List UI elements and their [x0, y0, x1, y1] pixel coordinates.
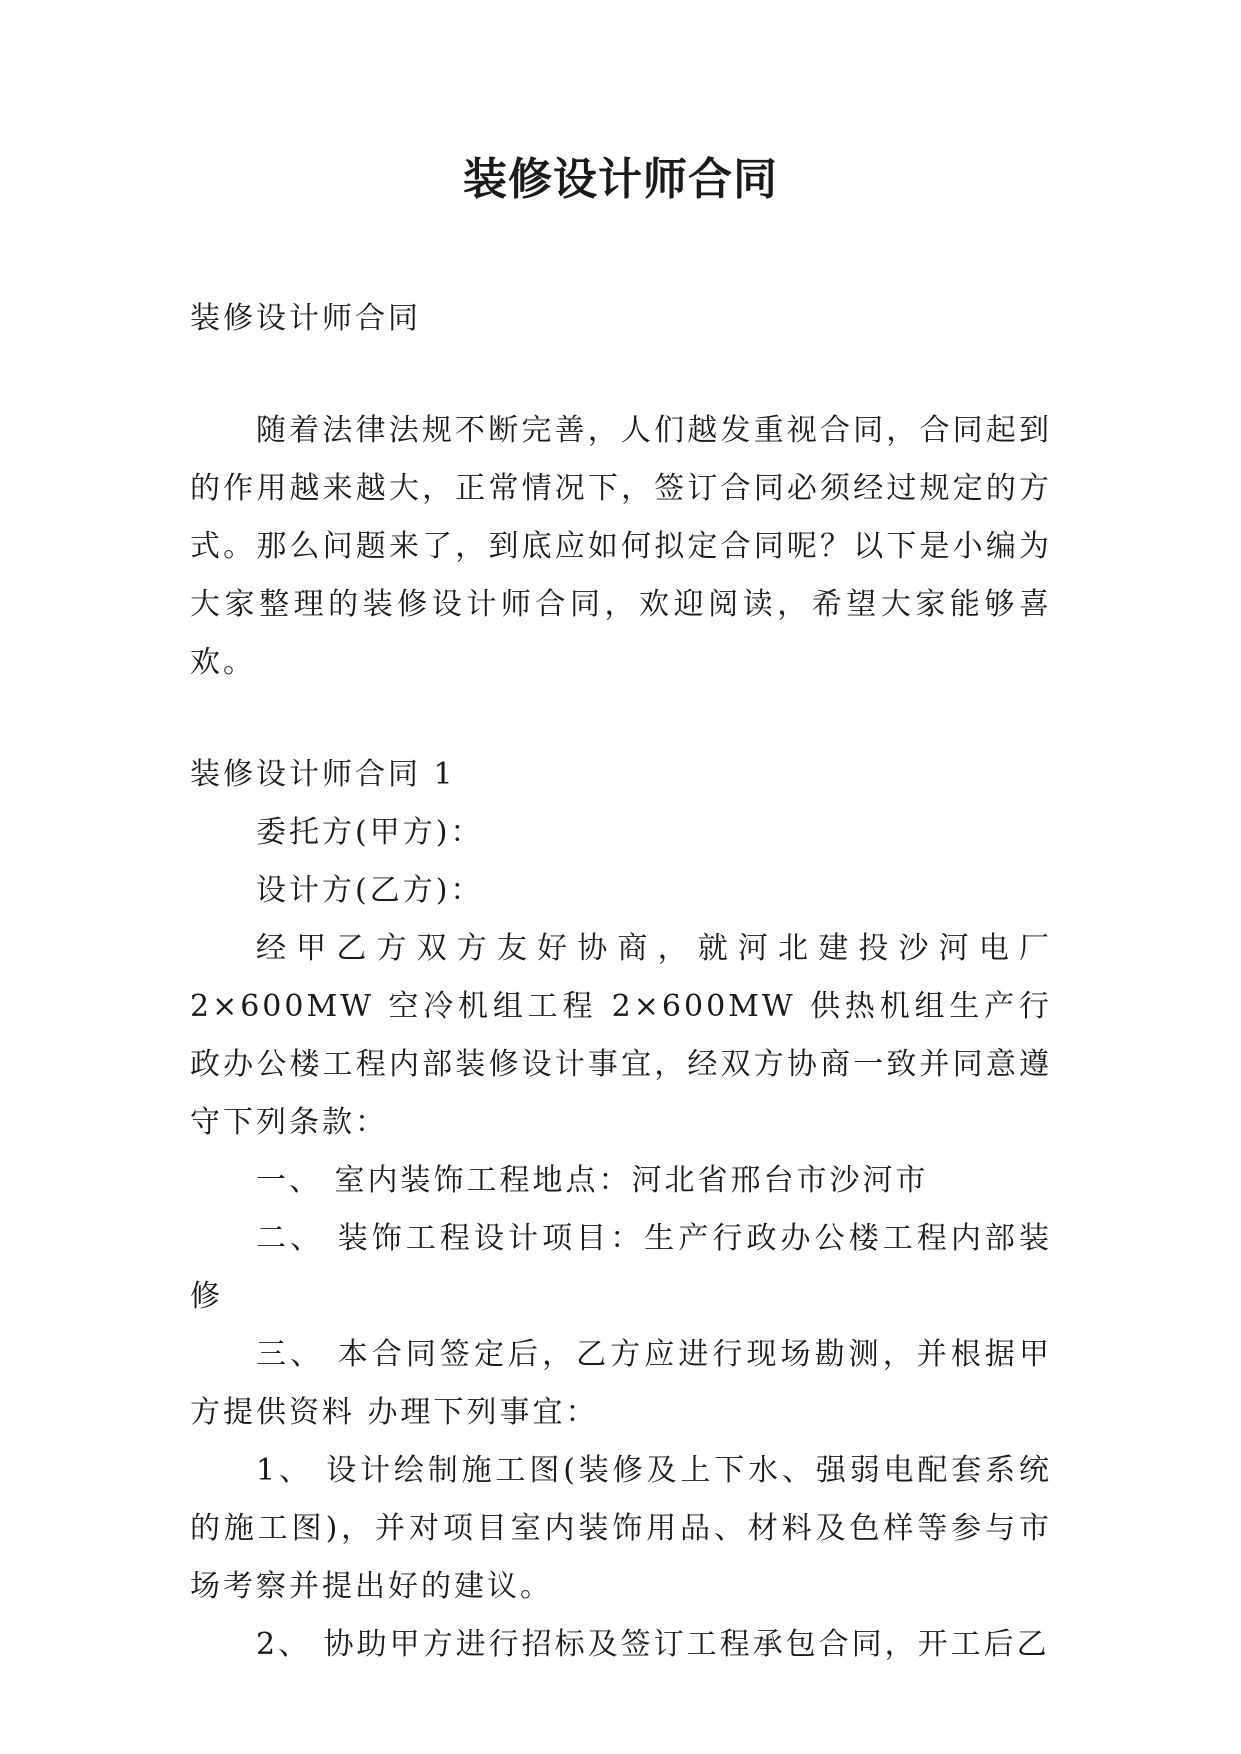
clause-1: 一、 室内装饰工程地点：河北省邢台市沙河市	[256, 1163, 929, 1198]
intro-paragraph: 随着法律法规不断完善，人们越发重视合同，合同起到的作用越来越大，正常情况下，签订合同必须经过规定的方式。那么问题来了，到底应如何拟定合同呢？以下是小编为大家整理的装修设计师合同，欢迎阅读，希望大家能够喜欢。	[190, 413, 1052, 680]
clause-3: 三、 本合同签定后，乙方应进行现场勘测，并根据甲方提供资料 办理下列事宜：	[190, 1337, 1052, 1430]
document-title: 装修设计师合同	[463, 154, 778, 205]
party-b-line: 设计方(乙方)：	[256, 873, 484, 908]
clause-2: 二、 装饰工程设计项目：生产行政办公楼工程内部装修	[190, 1221, 1052, 1314]
clause-3-item-1: 1、 设计绘制施工图(装修及上下水、强弱电配套系统的施工图)，并对项目室内装饰用品、材料及色样等参与市场考察并提出好的建议。	[190, 1453, 1052, 1604]
section-heading: 装修设计师合同 1	[190, 757, 456, 792]
document-body	[190, 290, 1052, 1674]
document-subtitle: 装修设计师合同	[190, 301, 421, 336]
preamble-paragraph: 经甲乙方双方友好协商，就河北建投沙河电厂 2×600MW 空冷机组工程 2×600MW 供热机组生产行政办公楼工程内部装修设计事宜，经双方协商一致并同意遵守下列条款：	[190, 931, 1052, 1140]
party-a-line: 委托方(甲方)：	[256, 815, 484, 850]
clause-3-item-2: 2、 协助甲方进行招标及签订工程承包合同，开工后乙	[256, 1627, 1050, 1662]
